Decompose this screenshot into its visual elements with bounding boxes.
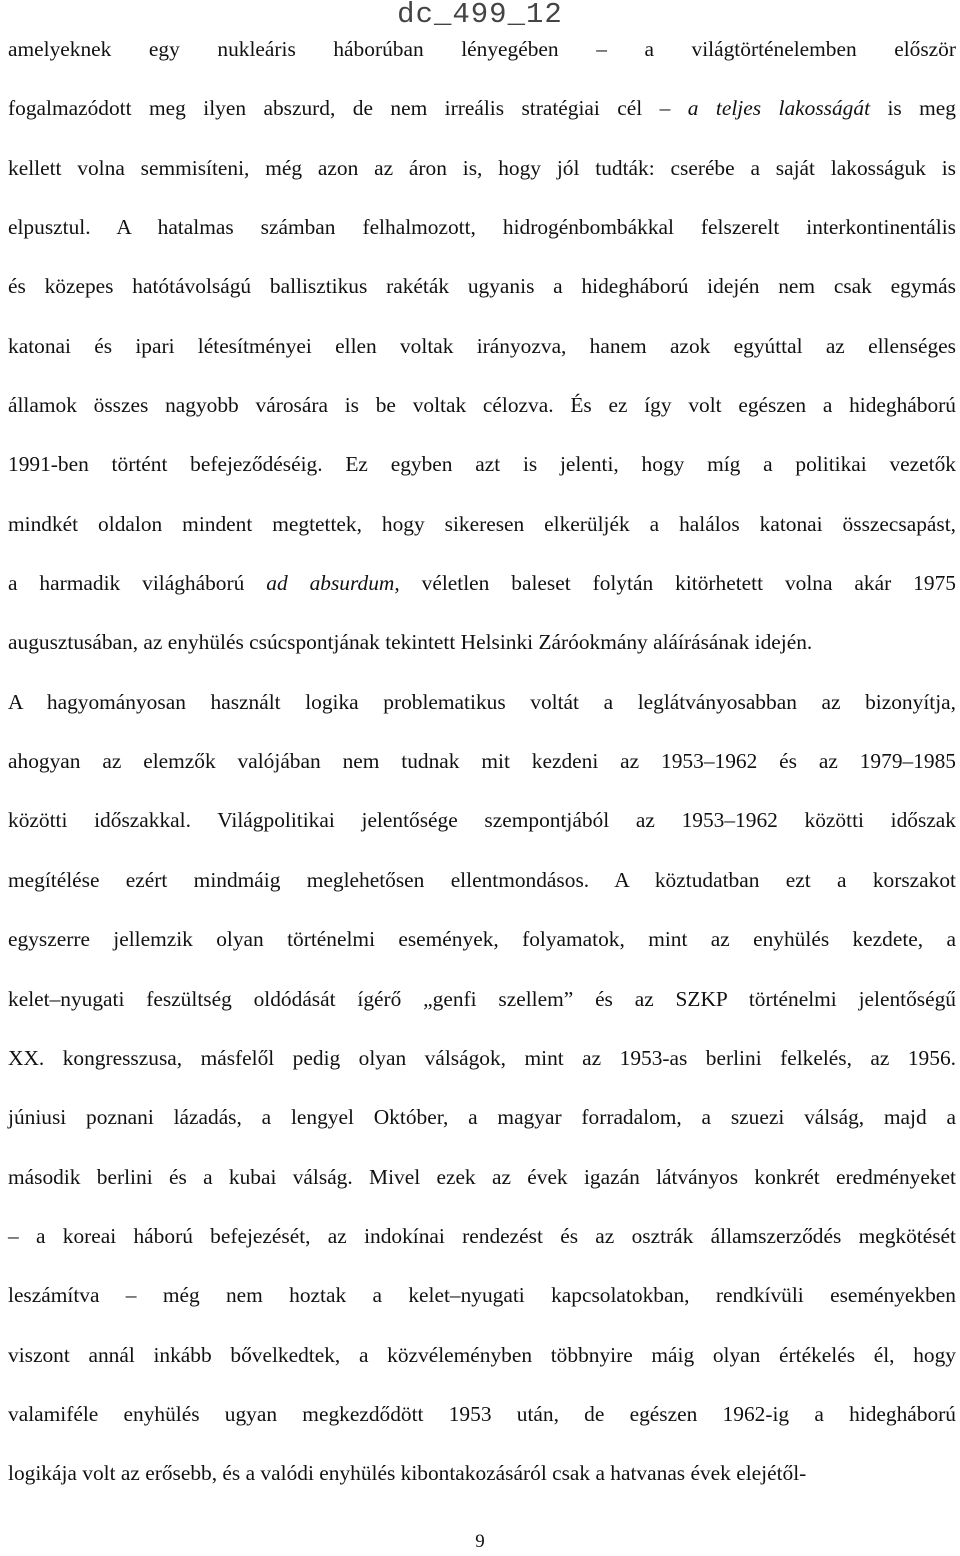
text-line (8, 34, 956, 93)
text-run: elpusztul. A hatalmas számban felhalmozott, hidrogénbombákkal felszerelt interkontinentális (8, 215, 956, 240)
text-line (8, 1399, 956, 1458)
text-line (8, 93, 956, 152)
document-id-header: dc_499_12 (397, 0, 563, 31)
text-run: viszont annál inkább bővelkedtek, a közvéleményben többnyire máig olyan értékelés él, hogy (8, 1342, 956, 1367)
text-line (8, 212, 956, 271)
text-line (8, 568, 956, 627)
text-line (8, 449, 956, 508)
text-run: kellett volna semmisíteni, még azon az áron is, hogy jól tudták: cserébe a saját lakosságuk is (8, 155, 956, 180)
text-line (8, 924, 956, 983)
text-run: is meg (870, 96, 956, 121)
text-run: valamiféle enyhülés ugyan megkezdődött 1953 után, de egészen 1962-ig a hidegháború (8, 1401, 956, 1426)
body-text (8, 34, 956, 1518)
text-line (8, 687, 956, 746)
text-run: júniusi poznani lázadás, a lengyel Október, a magyar forradalom, a szuezi válság, majd a (8, 1105, 956, 1130)
text-line (8, 331, 956, 390)
text-run: augusztusában, az enyhülés csúcspontjának tekintett Helsinki Záróokmány aláírásának idején. (8, 630, 813, 655)
text-line (8, 1162, 956, 1221)
text-run: 1991-ben történt befejeződéséig. Ez egyben azt is jelenti, hogy míg a politikai vezetők (8, 452, 956, 477)
text-run: XX. kongresszusa, másfelől pedig olyan válságok, mint az 1953-as berlini felkelés, az 1956. (8, 1045, 956, 1070)
text-run: , véletlen baleset folytán kitörhetett volna akár 1975 (394, 571, 956, 596)
page-number: 9 (475, 1531, 485, 1552)
text-run: A hagyományosan használt logika problematikus voltát a leglátványosabban az bizonyítja, (8, 689, 956, 714)
text-line (8, 509, 956, 568)
text-run: logikája volt az erősebb, és a valódi enyhülés kibontakozásáról csak a hatvanas évek elejétől- (8, 1461, 807, 1486)
text-run: és közepes hatótávolságú ballisztikus rakéták ugyanis a hidegháború idején nem csak egymás (8, 274, 956, 299)
text-run: amelyeknek egy nukleáris háborúban lényegében – a világtörténelemben először (8, 37, 956, 61)
text-line (8, 1280, 956, 1339)
text-run: második berlini és a kubai válság. Mivel ezek az évek igazán látványos konkrét eredményeket (8, 1164, 956, 1189)
text-run: fogalmazódott meg ilyen abszurd, de nem irreális stratégiai cél – (8, 96, 688, 121)
text-run: katonai és ipari létesítményei ellen voltak irányozva, hanem azok egyúttal az ellenséges (8, 333, 956, 358)
text-line (8, 1102, 956, 1161)
text-line (8, 746, 956, 805)
text-line (8, 1221, 956, 1280)
text-run: megítélése ezért mindmáig meglehetősen ellentmondásos. A köztudatban ezt a korszakot (8, 867, 956, 892)
text-run: ahogyan az elemzők valójában nem tudnak mit kezdeni az 1953–1962 és az 1979–1985 (8, 749, 956, 774)
text-line (8, 984, 956, 1043)
text-run: leszámítva – még nem hoztak a kelet–nyugati kapcsolatokban, rendkívüli eseményekben (8, 1283, 956, 1308)
text-line (8, 627, 956, 686)
italic-text-run: ad absurdum (266, 571, 395, 596)
text-line (8, 390, 956, 449)
text-run: mindkét oldalon mindent megtettek, hogy sikeresen elkerüljék a halálos katonai összecsapást, (8, 511, 956, 536)
text-run: közötti időszakkal. Világpolitikai jelentősége szempontjából az 1953–1962 közötti időszak (8, 808, 956, 833)
text-run: – a koreai háború befejezését, az indokínai rendezést és az osztrák államszerződés megkötését (8, 1223, 956, 1248)
text-line (8, 271, 956, 330)
text-run: egyszerre jellemzik olyan történelmi események, folyamatok, mint az enyhülés kezdete, a (8, 927, 956, 952)
text-line (8, 1340, 956, 1399)
text-run: államok összes nagyobb városára is be voltak célozva. És ez így volt egészen a hidegháború (8, 393, 956, 418)
text-line (8, 1043, 956, 1102)
text-run: a harmadik világháború (8, 571, 267, 596)
text-line (8, 865, 956, 924)
text-line (8, 1458, 956, 1517)
text-line (8, 805, 956, 864)
text-run: kelet–nyugati feszültség oldódását ígérő „genfi szellem” és az SZKP történelmi jelentőségű (8, 986, 956, 1011)
text-line (8, 153, 956, 212)
italic-text-run: a teljes lakosságát (687, 96, 871, 121)
